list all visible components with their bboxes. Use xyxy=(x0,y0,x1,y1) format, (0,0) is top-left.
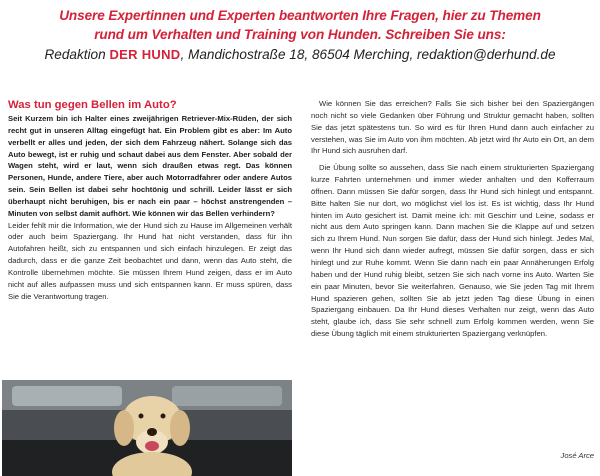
brand-logo: DER HUND xyxy=(109,47,181,62)
header-line-1: Unsere Expertinnen und Experten beantworten Ihre Fragen, hier zu Themen xyxy=(59,8,541,23)
page-header xyxy=(0,6,600,65)
right-column xyxy=(311,98,594,345)
author-credit: José Arce xyxy=(560,451,594,460)
answer-paragraph-2: Wie können Sie das erreichen? Falls Sie sich bisher bei den Spaziergängen noch nicht so viele Gedanken über Führung und Struktur gemacht haben, sollten Sie das jetzt spätestens tun. So wird es für Ihren Hund dann auch einfacher zu verstehen, was Sie im Auto von ihm möchten. Ab jetzt wird Ihr Auto ein Ort, an dem Ihr Hund sich ausruhen darf. xyxy=(311,99,594,156)
dog-photo-illustration xyxy=(2,380,292,476)
answer-paragraph-3: Die Übung sollte so aussehen, dass Sie nach einem strukturierten Spaziergang kurze Fahrten unternehmen und immer wieder anhalten und den Kofferraum öffnen. Dann müssen Sie dafür sorgen, dass Ihr Hund sich hinlegt und entspannt. Bitte halten Sie nur dort, wo möglichst viel los ist. Es ist wichtig, dass Ihr Hund hinten im Auto gesichert ist. Damit meine ich: mit Geschirr und Leine, sodass er nicht aus dem Auto springen kann. Dann machen Sie die Klappe auf und setzen sich zu Ihrem Hund. Nun sorgen Sie dafür, dass der Hund sich hinlegt. Jedes Mal, wenn Ihr Hund sich dann wieder aufregt, müssen Sie dafür sorgen, dass er sich hinlegt und zur Ruhe kommt. Wenn Sie dann nach ein paar Annäherungen Erfolg haben und der Hund ruhig bleibt, setzen Sie sich nach vorne ins Auto. Warten Sie ein paar Minuten, bevor Sie weiterfahren. Genauso, wie Sie jeden Tag mit Ihrem Hund spazieren gehen, sollten Sie ab jetzt jeden Tag diese Übung in einen Spaziergang einbauen. Da Ihr Hund dieses Verhalten nur zeigt, wenn das Auto steht, glaube ich, dass Sie sehr schnell zum Erfolg kommen werden, wenn Sie diese Übung täglich mit einem strukturierten Spaziergang verknüpfen. xyxy=(311,163,594,339)
dog-in-car-photo xyxy=(2,380,292,476)
contact-line xyxy=(0,44,600,65)
answer-paragraph-1: Leider fehlt mir die Information, wie der Hund sich zu Hause im Allgemeinen verhält oder auch beim Spaziergang. Ihr Hund hat nicht verstanden, dass für ihn Autofahren heißt, sich zu entspannen und sich einfach hinzulegen. Er zeigt das dadurch, dass er die ganze Zeit beobachtet und dann, wenn das Auto steht, die Kontrolle übernehmen möchte. Sie müssen Ihrem Hund zeigen, dass er im Auto nicht auf alles aufpassen muss und sich entspannen kann. Er muss spüren, dass Sie die Verantwortung tragen. xyxy=(8,220,292,301)
header-line-2: rund um Verhalten und Training von Hunden. Schreiben Sie uns: xyxy=(94,27,506,42)
reader-question: Seit Kurzem bin ich Halter eines zweijährigen Retriever-Mix-Rüden, der sich recht gut in unseren Alltag eingefügt hat. Ein Problem gibt es aber: Im Auto verbellt er alles und jeden, der sich dem Fahrzeug nähert. Solange sich das Auto bewegt, ist er ruhig und schaut dabei aus dem Fenster. Aber sobald der Wagen steht, wird er laut, wenn sich draußen etwas regt. Das können Personen, Hunde, andere Tiere, aber auch Motorradfahrer oder andere Autos sein. Sein Bellen ist dabei sehr hochtönig und schrill. Leider lässt er sich überhaupt nicht beruhigen, bis er nach ein paar – höchst anstrengenden – Minuten von selbst damit aufhört. Wie können wir das Bellen verhindern? xyxy=(8,114,292,218)
article-headline: Was tun gegen Bellen im Auto? xyxy=(8,99,177,111)
contact-address: , Mandichostraße 18, 86504 Merching, redaktion@derhund.de xyxy=(180,47,556,62)
contact-prefix: Redaktion xyxy=(44,47,110,62)
left-column xyxy=(8,98,292,303)
